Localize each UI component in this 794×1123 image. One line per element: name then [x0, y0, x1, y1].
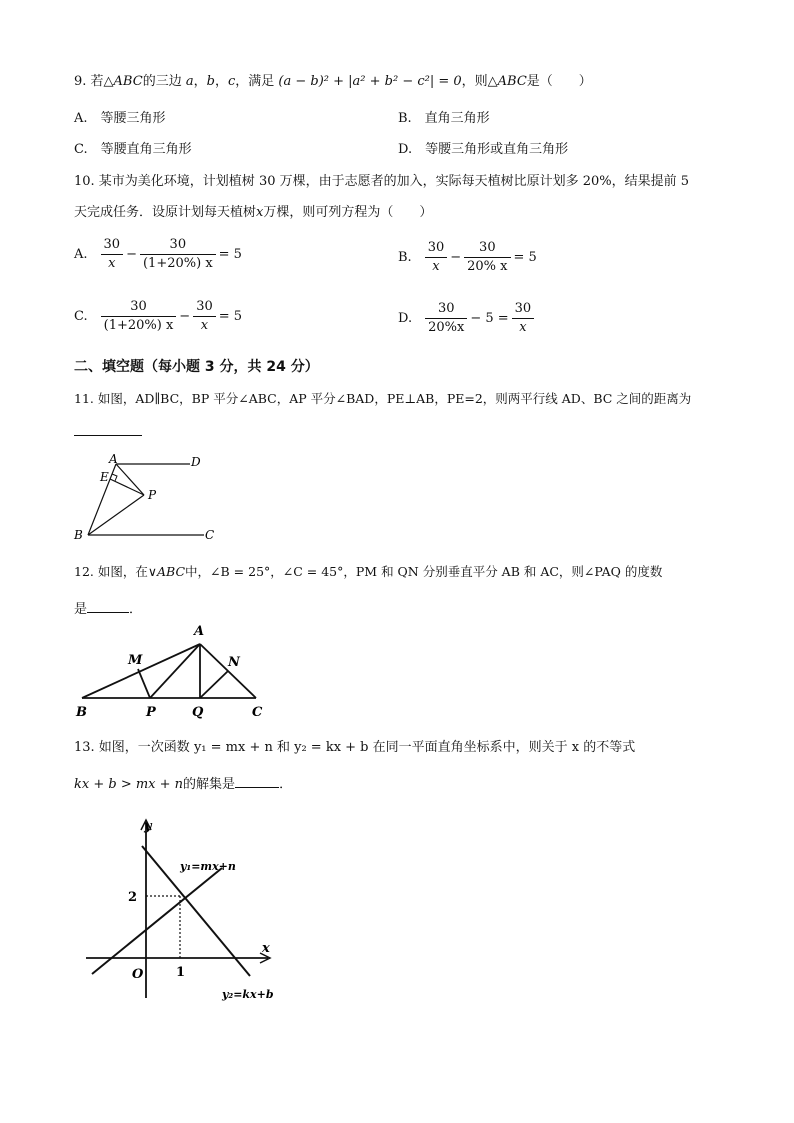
- q11-label-p: P: [148, 488, 157, 502]
- q11-label-c: C: [205, 528, 215, 542]
- q12-label-b: B: [76, 705, 87, 720]
- q12-stem-line2: 是 ．: [74, 598, 142, 620]
- section-fill-in-title: 二、填空题（每小题 3 分，共 24 分）: [74, 359, 319, 375]
- q10-option-a[interactable]: A. $\frac{30}{x}$ − $\frac{30}{(1+20\%) x}$ = 5: [74, 237, 242, 271]
- q9-stem: 9. 若△ABC的三边 a，b，c，满足 (a − b)² + |a² + b² − c²| = 0，则△ABC是（ ）: [74, 74, 592, 89]
- q13-stem: 13. 如图，一次函数 y₁ = mx + n 和 y₂ = kx + b 在同一平面直角坐标系中，则关于 x 的不等式: [74, 740, 636, 755]
- q13-label-x: x: [262, 941, 270, 956]
- q9-option-d[interactable]: D. 等腰三角形或直角三角形: [398, 142, 569, 157]
- q12-label-a: A: [194, 624, 205, 639]
- q10-stem-line2: 天完成任务．设原计划每天植树x万棵，则可列方程为（ ）: [74, 205, 433, 220]
- q13-label-2: 2: [128, 890, 138, 905]
- q13-label-y1: y₁=mx+n: [180, 860, 236, 873]
- q13-stem-line2: kx + b > mx + n的解集是 ．: [74, 773, 292, 795]
- q12-label-p: P: [146, 705, 156, 720]
- q12-stem: 12. 如图，在∨ABC中，∠B = 25°，∠C = 45°，PM 和 QN 分别垂直平分 AB 和 AC，则∠PAQ 的度数: [74, 564, 663, 579]
- q9-option-c[interactable]: C. 等腰直角三角形: [74, 142, 192, 157]
- q11-stem: 11. 如图，AD∥BC，BP 平分∠ABC，AP 平分∠BAD，PE⊥AB，PE=2，则两平行线 AD、BC 之间的距离为: [74, 391, 692, 406]
- q11-label-d: D: [191, 455, 201, 469]
- q10-option-b[interactable]: B. $\frac{30}{x}$ − $\frac{30}{20\% x}$ = 5: [398, 240, 537, 274]
- q13-figure: [82, 808, 312, 1008]
- q13-label-y2: y₂=kx+b: [222, 988, 274, 1001]
- q11-label-b: B: [74, 528, 83, 542]
- q12-figure: [70, 618, 280, 726]
- q12-label-n: N: [228, 655, 240, 670]
- q11-answer-blank[interactable]: [74, 421, 142, 436]
- q11-label-e: E: [100, 470, 109, 484]
- q10-stem-line1: 10. 某市为美化环境，计划植树 30 万棵，由于志愿者的加入，实际每天植树比原计划多 20%，结果提前 5: [74, 174, 690, 189]
- q9-option-a[interactable]: A. 等腰三角形: [74, 111, 166, 126]
- q11-figure: [70, 448, 230, 548]
- q12-answer-blank[interactable]: [87, 598, 129, 613]
- q12-label-m: M: [128, 653, 143, 668]
- q10-option-d[interactable]: D. $\frac{30}{20\%x}$ − 5 = $\frac{30}{x}$: [398, 300, 535, 337]
- q13-label-origin: O: [132, 967, 144, 982]
- q11-label-a: A: [109, 452, 118, 466]
- q13-answer-blank[interactable]: [235, 773, 279, 788]
- q12-label-q: Q: [192, 705, 204, 720]
- q13-label-y: y: [144, 819, 152, 834]
- q9-option-b[interactable]: B. 直角三角形: [398, 111, 490, 126]
- q10-option-c[interactable]: C. $\frac{30}{(1+20\%) x}$ − $\frac{30}{x}$ = 5: [74, 299, 243, 333]
- q13-label-1: 1: [176, 965, 186, 980]
- q12-label-c: C: [252, 705, 263, 720]
- q9-equation: (a − b)² + |a² + b² − c²| = 0: [278, 74, 462, 89]
